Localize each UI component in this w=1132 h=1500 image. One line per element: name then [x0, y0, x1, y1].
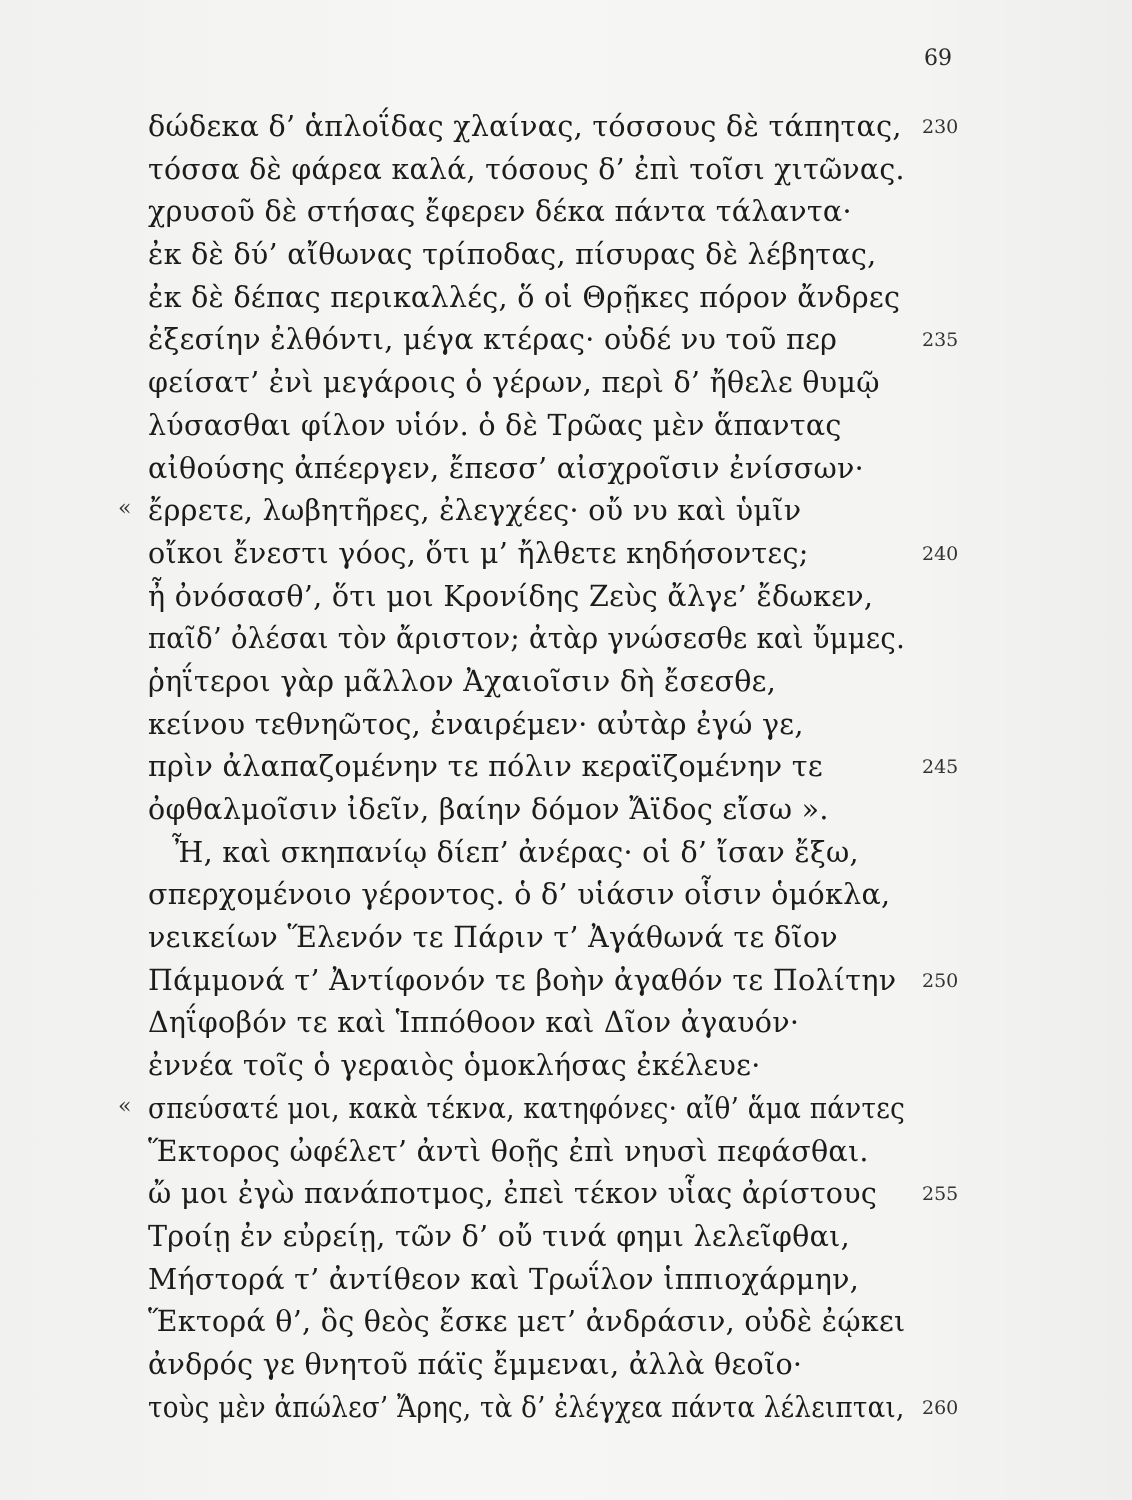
verse-line [0, 1389, 1132, 1432]
verse-line [0, 620, 1132, 663]
verse-text: παῖδ’ ὀλέσαι τὸν ἄριστον; ἀτὰρ γνώσεσθε καὶ ὔμμες. [148, 622, 906, 656]
verse-text: σπεύσατέ μοι, κακὰ τέκνα, κατηφόνες· αἴθ’ ἅμα πάντες [148, 1091, 906, 1125]
verse-text: πρὶν ἀλαπαζομένην τε πόλιν κεραϊζομένην τε [148, 750, 823, 784]
verse-line [0, 407, 1132, 450]
verse-text: Ἦ, καὶ σκηπανίῳ δίεπ’ ἀνέρας· οἱ δ’ ἴσαν ἔξω, [172, 835, 859, 869]
verse-text: τόσσα δὲ φάρεα καλά, τόσους δ’ ἐπὶ τοῖσι χιτῶνας. [148, 152, 905, 186]
verse-line [0, 791, 1132, 834]
verse-text: Ἕκτορος ὠφέλετ’ ἀντὶ θοῇς ἐπὶ νηυσὶ πεφάσθαι. [148, 1134, 869, 1168]
verse-line [0, 1004, 1132, 1047]
verse-line [0, 1175, 1132, 1218]
verse-text: ὤ μοι ἐγὼ πανάποτμος, ἐπεὶ τέκον υἷας ἀρίστους [148, 1177, 878, 1211]
verse-text: ὀφθαλμοῖσιν ἰδεῖν, βαίην δόμον Ἄϊδος εἴσω ». [148, 793, 829, 826]
verse-line [0, 108, 1132, 151]
verse-line [0, 962, 1132, 1005]
verse-line [0, 1346, 1132, 1389]
page-number: 69 [924, 46, 952, 71]
verse-line [0, 748, 1132, 791]
verse-text: ἔρρετε, λωβητῆρες, ἐλεγχέες· οὔ νυ καὶ ὑμῖν [148, 494, 802, 528]
verse-line [0, 663, 1132, 706]
verse-line [0, 1047, 1132, 1090]
verse-text: οἴκοι ἔνεστι γόος, ὅτι μ’ ἤλθετε κηδήσοντες; [148, 536, 809, 570]
verse-line [0, 151, 1132, 194]
verse-line [0, 1218, 1132, 1261]
verse-line [0, 279, 1132, 322]
verse-line [0, 364, 1132, 407]
verse-text: φείσατ’ ἐνὶ μεγάροις ὁ γέρων, περὶ δ’ ἤθελε θυμῷ [148, 366, 880, 400]
verse-text: ἐκ δὲ δέπας περικαλλές, ὅ οἱ Θρῇκες πόρον ἄνδρες [148, 280, 901, 314]
verse-text: λύσασθαι φίλον υἱόν. ὁ δὲ Τρῶας μὲν ἅπαντας [148, 408, 842, 442]
opening-quote-mark: « [118, 1093, 132, 1119]
verse-line [0, 919, 1132, 962]
verse-text: αἰθούσης ἀπέεργεν, ἔπεσσ’ αἰσχροῖσιν ἐνίσσων· [148, 451, 865, 485]
verse-text: ἀνδρός γε θνητοῦ πάϊς ἔμμεναι, ἀλλὰ θεοῖο· [148, 1347, 803, 1381]
verse-line [0, 1303, 1132, 1346]
verse-text: Πάμμονά τ’ Ἀντίφονόν τε βοὴν ἀγαθόν τε Πολίτην [148, 963, 897, 997]
verse-line [0, 876, 1132, 919]
line-number: 235 [922, 329, 959, 352]
verse-text: Μήστορά τ’ ἀντίθεον καὶ Τρωΐλον ἱππιοχάρμην, [148, 1262, 860, 1296]
opening-quote-mark: « [118, 496, 132, 522]
verse-text: ῥηΐτεροι γὰρ μᾶλλον Ἀχαιοῖσιν δὴ ἔσεσθε, [148, 664, 777, 698]
verse-line [0, 1133, 1132, 1176]
line-number: 250 [922, 969, 959, 992]
verse-line [0, 1261, 1132, 1304]
verse-text: ἦ ὀνόσασθ’, ὅτι μοι Κρονίδης Ζεὺς ἄλγε’ ἔδωκεν, [148, 579, 874, 613]
line-number: 230 [922, 116, 959, 138]
verse-text: νεικείων Ἕλενόν τε Πάριν τ’ Ἀγάθωνά τε δῖον [148, 921, 838, 955]
verse-line [0, 535, 1132, 578]
line-number: 255 [922, 1183, 959, 1206]
verse-line [0, 1090, 1132, 1133]
verse-line [0, 236, 1132, 279]
verse-text: ἐκ δὲ δύ’ αἴθωνας τρίποδας, πίσυρας δὲ λέβητας, [148, 238, 877, 272]
verse-line [0, 578, 1132, 621]
verse-text: Ἕκτορά θ’, ὃς θεὸς ἔσκε μετ’ ἀνδράσιν, οὐδὲ ἐῴκει [148, 1305, 906, 1339]
verse-text: τοὺς μὲν ἀπώλεσ’ Ἄρης, τὰ δ’ ἐλέγχεα πάντα λέλειπται, [148, 1390, 905, 1424]
verse-text: σπερχομένοιο γέροντος. ὁ δ’ υἱάσιν οἷσιν ὁμόκλα, [148, 878, 891, 912]
verse-line [0, 321, 1132, 364]
verse-text: Δηΐφοβόν τε καὶ Ἱππόθοον καὶ Δῖον ἀγαυόν· [148, 1006, 800, 1040]
verse-text: κείνου τεθνηῶτος, ἐναιρέμεν· αὐτὰρ ἐγώ γε, [148, 707, 804, 741]
verse-line [0, 193, 1132, 236]
verse-text: Τροίῃ ἐν εὐρείῃ, τῶν δ’ οὔ τινά φημι λελεῖφθαι, [148, 1219, 850, 1253]
verse-block [0, 108, 1132, 1431]
line-number: 245 [922, 756, 959, 779]
verse-line [0, 706, 1132, 749]
verse-line [0, 834, 1132, 877]
verse-text: ἐννέα τοῖς ὁ γεραιὸς ὁμοκλήσας ἐκέλευε· [148, 1049, 761, 1083]
verse-text: ἐξεσίην ἐλθόντι, μέγα κτέρας· οὐδέ νυ τοῦ περ [148, 323, 838, 357]
line-number: 260 [922, 1396, 959, 1419]
line-number: 240 [922, 542, 959, 565]
verse-line [0, 450, 1132, 493]
verse-text: δώδεκα δ’ ἁπλοΐδας χλαίνας, τόσσους δὲ τάπητας, [148, 110, 902, 143]
verse-line [0, 492, 1132, 535]
verse-text: χρυσοῦ δὲ στήσας ἔφερεν δέκα πάντα τάλαντα· [148, 195, 852, 229]
